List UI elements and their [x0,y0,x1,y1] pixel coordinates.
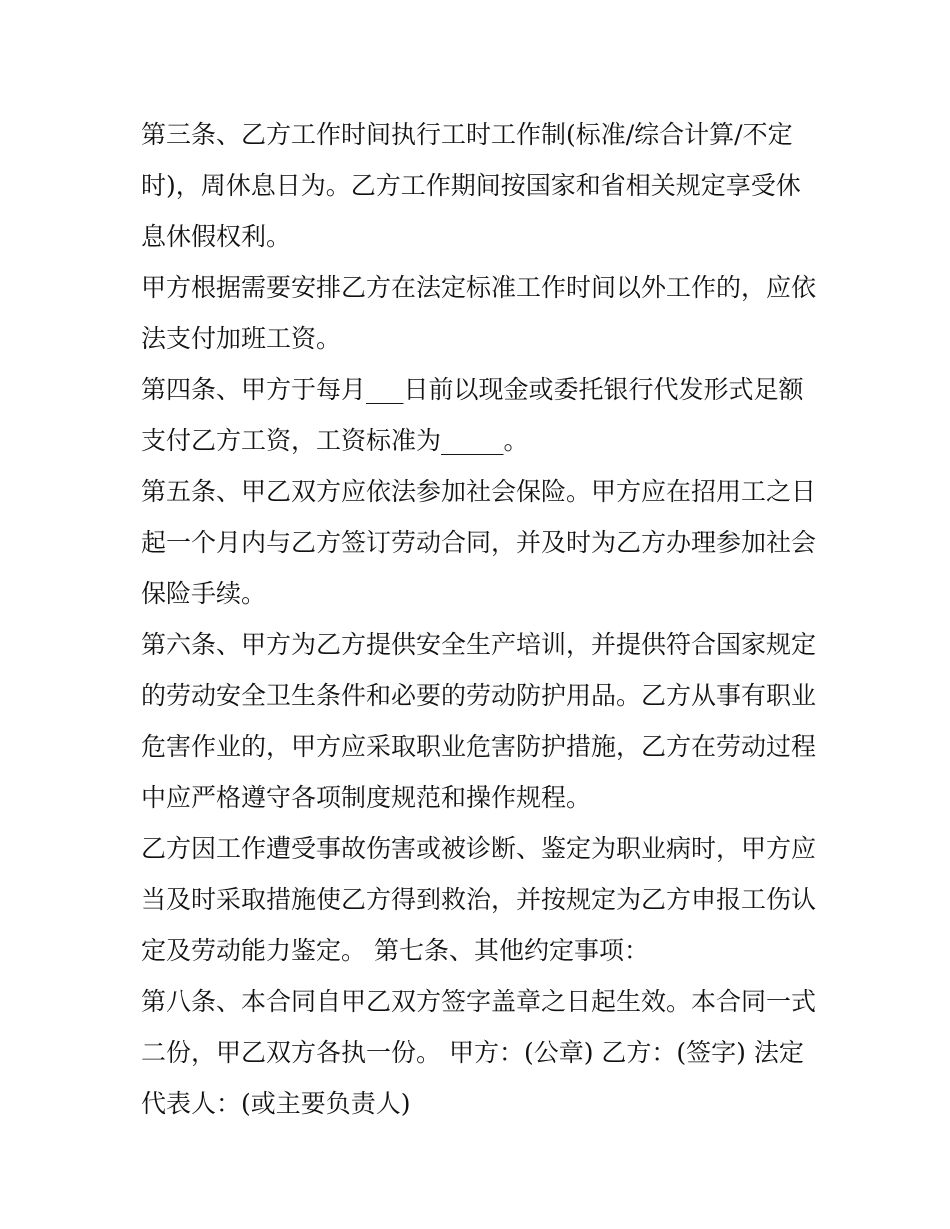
text-line: 第三条、乙方工作时间执行工时工作制(标准/综合计算/不定 [141,120,793,149]
text-line: 危害作业的，甲方应采取职业危害防护措施，乙方在劳动过程 [141,732,817,761]
text-line: 定及劳动能力鉴定。 第七条、其他约定事项： [141,936,649,965]
text-line: 当及时采取措施使乙方得到救治，并按规定为乙方申报工伤认 [141,885,817,914]
text-line: 甲方根据需要安排乙方在法定标准工作时间以外工作的，应依 [141,273,817,302]
text-line: 第八条、本合同自甲乙双方签字盖章之日起生效。本合同一式 [141,987,817,1016]
text-line: 第五条、甲乙双方应依法参加社会保险。甲方应在招用工之日 [141,477,817,506]
text-line: 二份，甲乙双方各执一份。 甲方：(公章) 乙方：(签字) 法定 [141,1038,804,1067]
text-line: 保险手续。 [141,579,267,608]
text-line: 息休假权利。 [141,222,292,251]
text-line: 第四条、甲方于每月___日前以现金或委托银行代发形式足额 [141,375,804,404]
text-line: 法支付加班工资。 [141,324,342,353]
text-line: 起一个月内与乙方签订劳动合同，并及时为乙方办理参加社会 [141,528,817,557]
document-body [141,109,821,1129]
text-line: 的劳动安全卫生条件和必要的劳动防护用品。乙方从事有职业 [141,681,817,710]
text-line: 代表人：(或主要负责人) [141,1089,411,1118]
text-line: 第六条、甲方为乙方提供安全生产培训，并提供符合国家规定 [141,630,817,659]
text-line: 支付乙方工资，工资标准为_____。 [141,426,529,455]
text-line: 中应严格遵守各项制度规范和操作规程。 [141,783,592,812]
text-line: 时)，周休息日为。乙方工作期间按国家和省相关规定享受休 [141,171,801,200]
text-line: 乙方因工作遭受事故伤害或被诊断、鉴定为职业病时，甲方应 [141,834,817,863]
